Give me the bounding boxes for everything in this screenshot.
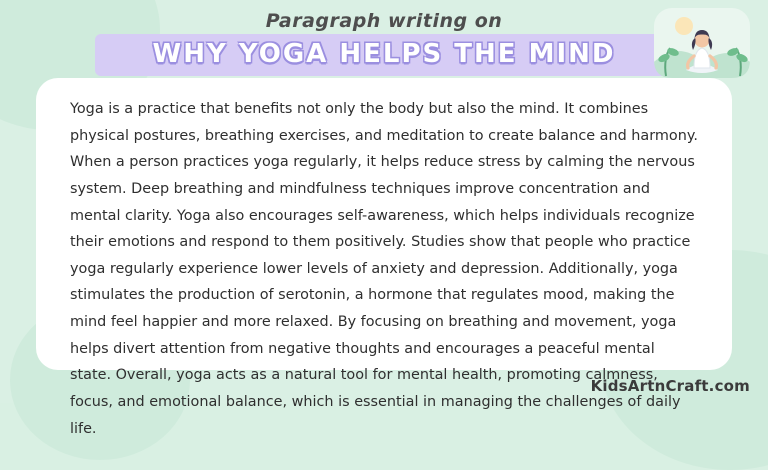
brand-watermark: KidsArtnCraft.com xyxy=(590,377,750,395)
eyebrow-text: Paragraph writing on xyxy=(265,10,503,32)
title-banner xyxy=(95,34,673,76)
yoga-meditation-illustration xyxy=(648,6,756,82)
footer xyxy=(591,376,750,395)
page-title: WHY YOGA HELPS THE MIND xyxy=(152,39,616,69)
paragraph-body: Yoga is a practice that benefits not only the body but also the mind. It combines physical postures, breathing exercises, and meditation to create balance and harmony. When a person practices yoga regularly, it helps reduce stress by calming the nervous system. Deep breathing and mindfulness techniques improve concentration and mental clarity. Yoga also encourages self-awareness, which helps individuals recognize their emotions and respond to them positively. Studies show that people who practice yoga regularly experience lower levels of anxiety and depression. Additionally, yoga stimulates the production of serotonin, a hormone that regulates mood, making the mind feel happier and more relaxed. By focusing on breathing and movement, yoga helps divert attention from negative thoughts and encourages a peaceful mental state. Overall, yoga acts as a natural tool for mental health, promoting calmness, focus, and emotional balance, which is essential in managing the challenges of daily life. xyxy=(70,101,698,437)
